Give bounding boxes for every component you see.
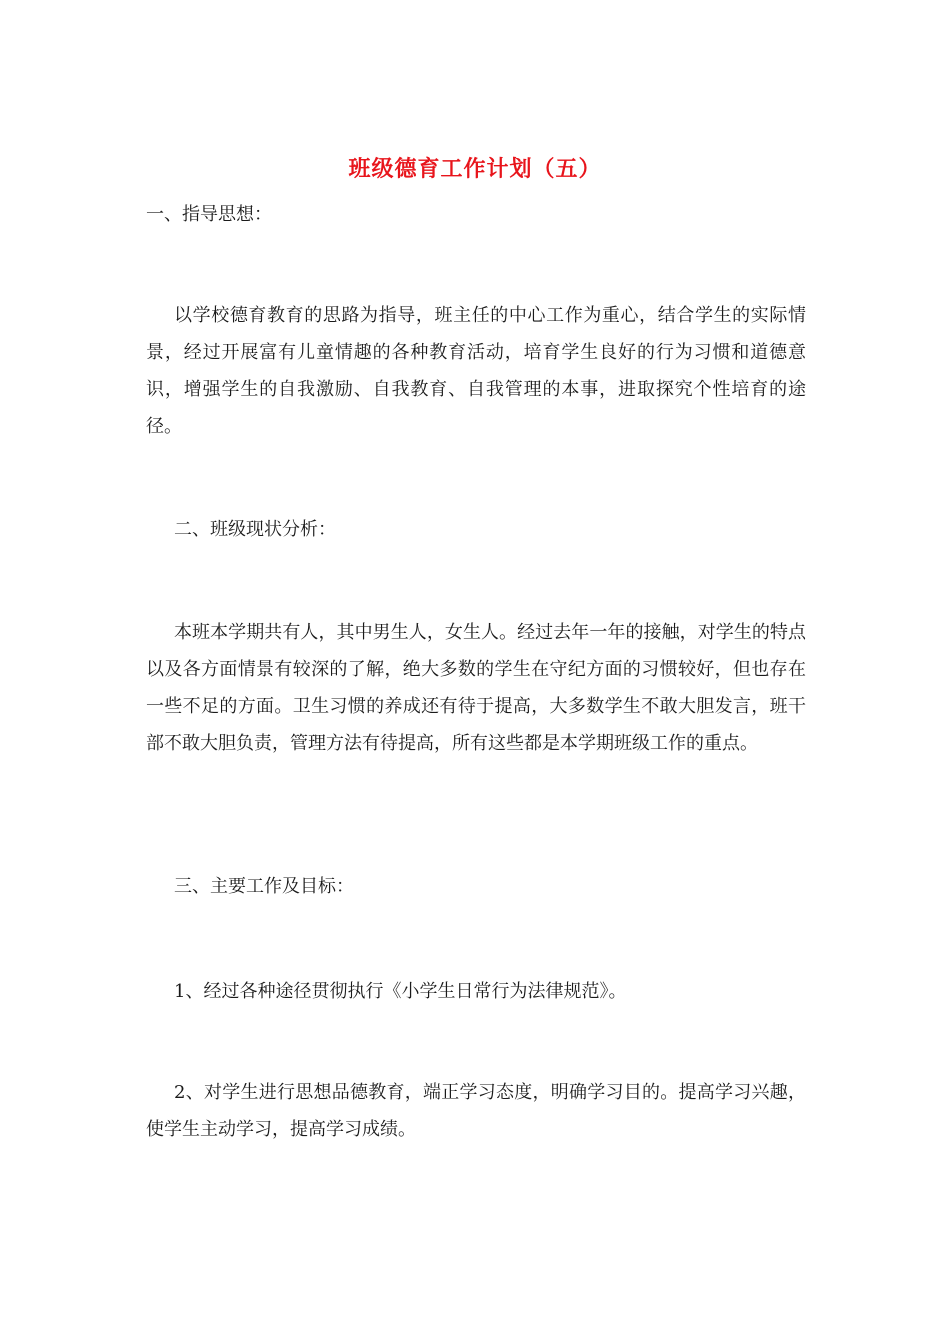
document-title: 班级德育工作计划（五）	[348, 156, 602, 182]
section-heading-class-status: 二、班级现状分析：	[174, 519, 336, 540]
section-heading-guiding-ideology: 一、指导思想：	[146, 204, 272, 225]
list-item: 1、经过各种途径贯彻执行《小学生日常行为法律规范》。	[174, 981, 627, 1002]
section-paragraph-class-status: 本班本学期共有人，其中男生人，女生人。经过去年一年的接触，对学生的特点以及各方面情景有较深的了解，绝大多数的学生在守纪方面的习惯较好，但也存在一些不足的方面。卫生习惯的养成还有待于提高，大多数学生不敢大胆发言，班干部不敢大胆负责，管理方法有待提高，所有这些都是本学期班级工作的重点。	[146, 622, 806, 754]
section-paragraph-guiding-ideology: 以学校德育教育的思路为指导，班主任的中心工作为重心，结合学生的实际情景，经过开展富有儿童情趣的各种教育活动，培育学生良好的行为习惯和道德意识，增强学生的自我激励、自我教育、自我管理的本事，进取探究个性培育的途径。	[146, 305, 806, 437]
section-heading-main-work: 三、主要工作及目标：	[174, 876, 354, 897]
list-item: 2、对学生进行思想品德教育，端正学习态度，明确学习目的。提高学习兴趣，使学生主动学习，提高学习成绩。	[146, 1082, 806, 1140]
